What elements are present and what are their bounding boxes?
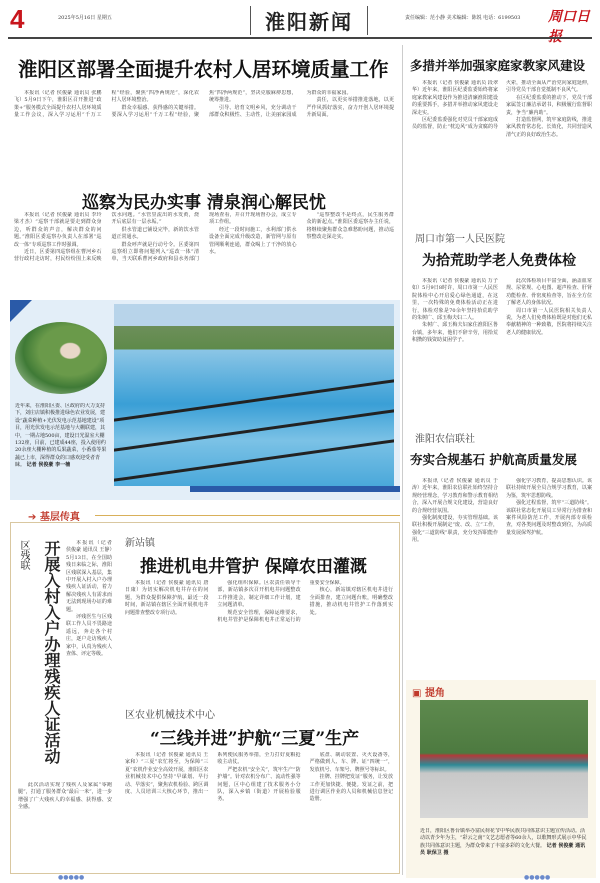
wells-headline: 推进机电井管护 保障农田灌溉	[140, 557, 367, 577]
disabled-headline: 开展入村入户办理残疾人证活动	[42, 540, 61, 764]
credit-union-kicker: 淮阳农信联社	[415, 434, 475, 445]
wells-body: 本报讯（记者 侯俊豪 通讯员 唐日康）为切实解决机电井存在的问题，为群众提供保障护航，最近一段时间，新站镇在辖区全面开展机电井问题排查整改专项行动。 强化组织保障。区农责任领导干部，新站镇多次召开机电井问题整改工作推进会，制定详细工作计划，建立问题清单。 规范安全管理，保障运维要求，机电井管护是保障机电井正常运行的重要安全保障。 核心，新站镇对辖区机电井进行全面排查，建立问题台账，明确整改措施，推动机电井管护工作落到实处。	[125, 580, 393, 624]
family-headline: 多措并举加强家庭家教家风建设	[410, 58, 586, 73]
lead-headline: 淮阳区部署全面提升农村人居环境质量工作	[18, 58, 389, 81]
family-body: 本报讯（记者 侯俊豪 通讯员 段翠华）近年来，淮阳区纪委监委始终将家庭家教家风建设作为推进清廉淮阳建设的重要抓手，多措并举推动家风建设走深走实。 区纪委监委强化对党员干部家庭成员的监督，防止“枕边风”成为贪腐的导火索，推动全面从严治党向家庭延伸，引导党员干部自觉抵制不良风气。 在区纪委监委的推动下，党员干部家属签订廉洁承诺书，积极履行监督职责，争当“廉内助”。 打造监督网，筑牢家庭防线，推进家风教育常态化、长效化，共同营造风清气正的良好政治生态。	[412, 80, 592, 138]
photo-caption: 近年来，在淮阳区委、区政府的大力支持下，刘庄店镇积极推进绿色农业发展，建设“蔬菜种植+光伏发电示范基地建设”项目，用光伏发电示范基地与大棚联建，其中，一期占地500亩，建设日光温室大棚132座，目前，已建成44座，投入使用约20余座大棚种植的瓜果蔬菜，小番茄等果蔬已上市，深得群众的口感欢迎受者青睐。 记者 侯俊豪 李一楠	[15, 403, 107, 469]
greenhouse-photo	[114, 304, 394, 486]
hospital-kicker: 周口市第一人民医院	[415, 234, 505, 245]
dance-photo	[420, 700, 588, 818]
section-label: ➔ 基层传真	[28, 512, 80, 523]
lead-body: 本报讯（记者 侯俊豪 通讯员 张鹏飞）5月9日下午，淮阳区召开推进“政策+”服务模式全面提升农村人居环境质量工作会议，深入学习运用“千万工程”经验，聚焦“四净两规范”，深化农村人居环境整治。 群众幸福感、获得感的关键举措。要深入学习运用“千万工程”经验，聚焦“四净两规范”，坚决克服麻痹思想，统筹推进。 引导、培育文明乡风，充分调动干部群众积极性、主动性，让美丽家园成为群众的幸福家园。 责任，以更实举措推进落地，以更严作风抓好落实，奋力开创人居环境提升新局面。	[14, 90, 394, 119]
sanxia-body: 本报讯（记者 侯俊豪 通讯员 王家和）“三夏”农忙将至，为保障“三夏”农机作业安全高效开展，淮阳区农业机械技术中心坚持“早谋划、早行动、早落实”，聚焦农机检验、跨区调度、人员培训三大核心环节，推出一系列便民服务举措，全力打好夏粮抢收主动仗。 严把农机“安全关”，筑牢生产“防护墙”。针对农机分布广、流动性强等问题，区中心组建了技术服务小分队，深入乡镇（街道）开展检验服务。 底盘、制动装置、灭火设备等，严格做到人、车、牌、证“四统一”，发放机号、车架号、牌照号等标识。 挂牌、挂牌把发证“服务，让发放工作更加快捷、便捷。发证之前，把进行调区作业的人员和机械信息登记造册。	[125, 752, 393, 803]
credit-union-headline: 夯实合规基石 护航高质量发展	[410, 452, 577, 467]
color-registration-dots: ●●●●●	[524, 874, 551, 881]
snapshot-caption: 近日，淮阳区鲁台镇举办富民荷花节中华民族共同体意识主题宣传活动。活动以青少年为主，“彩云之南”文艺志愿者等60余人，以歌舞形式展示中华民族共同体意识主题，为群众带来了丰富多彩的文化大餐。 记者 侯俊豪 通讯员 耿保卫 摄	[420, 828, 587, 857]
farmer-photo	[15, 322, 107, 394]
camera-icon: ▣	[412, 688, 422, 699]
section-title: 淮阳新闻	[250, 6, 368, 35]
issue-date: 2025年5月16日 星期五	[58, 15, 112, 21]
inspection-body: 本报讯（记者 侯俊豪 通讯员 李玲 梁才杰）“巡察干部就是要走到群众身边，听群众的声音，解决群众的问题。”淮阳区委巡察办负责人在部署“巡改一体”专项巡察工作时强调。 近日，区委第四巡察组在曹河乡石营行政村走访时，村民纷纷围上来反映饮水问题。“水管里流出的水发黄，烧开后底层有一层水垢。” 供水管道已铺设完毕，新的饮水管道正常通水。 群众呼声就是行动号令。区委第四巡察组立即将问题列入“巡改一体”清单，当天联系曹河乡政府和县水务部门现场查看，并召开现场督办会，成立专项工作组。 经过一段时间施工，水利部门供水设备全面完成升级改造，新管网与原有管网顺利连通，群众喝上了干净的放心水。 “巡察整改不是终点，民生服务群众的新起点。”淮阳区委巡察办主任说，将继续聚焦群众急难愁盼问题，推动巡察整改走深走实。	[14, 212, 394, 263]
hospital-body: 本报讯（记者 侯俊豪 通讯员 万子如）5月9日8时许，周口市第一人民医院体检中心开启爱心绿色通道，在这里，一次特殊的免费体检活动正在进行，体检对象是70余年坚持拾荒助学的朱树广、邱玉梅夫妇二人。 朱树广、邱玉梅夫妇家住淮阳区鲁台镇，多年来，他们不辞辛劳，用拾荒积攒的钱资助贫困学子。 此次体检项目丰富全面，涵盖血常规、尿常规、心电图、超声检查、肝肾功能检查、骨密度检查等，旨在全方位了解老人的身体状况。 周口市第一人民医院相关负责人说，为老人们免费体检既是对他们无私奉献精神的一种致敬，医院将持续关注老人的健康状况。	[412, 278, 592, 344]
inspection-headline: 巡察为民办实事 清泉润心解民忧	[82, 193, 326, 213]
disabled-body-a: 本报讯（记者 侯俊豪 通讯员 王静）5月13日，在全国助残日来临之际，淮阳区残联深入基层，集中开展入村入户办理残疾人证活动，着力解决残疾人有需求而无法到现场办证的难题。 评残医生与区残联工作人员不畏路途遥远，奔走各个村庄，逐户走访残疾人家中，认真为残疾人查体、评定等级。	[66, 540, 112, 658]
credit-union-body: 本报讯（记者 侯俊豪 通讯员 于涛）近年来，淮阳农信联社始终坚持合规经营理念，学习教育和警示教育相结合，深入开展合规文化建设，营造良好的合规经营氛围。 强化制度建设，夯实管理基础。该联社积极开展制定“废、改、立”工作，强化“三道防线”职责，充分发挥职能作用。 强化学习教育，提高思想认识。该联社持续开展全员合规学习教育，以案为鉴，筑牢思想防线。 强化过程监督，筑牢“三道防线”。该联社常态化开展员工异常行为排查和案件风险防范工作，开展内部专项检查，对各类问题及时整改到位，为高质量发展保驾护航。	[412, 478, 592, 544]
column-divider	[402, 45, 403, 875]
hospital-headline: 为拾荒助学老人免费体检	[422, 253, 576, 269]
editor-info: 责任编辑：范小静 美术编辑：陈锐 电话：6199503	[405, 15, 521, 21]
arrow-icon: ➔	[28, 512, 37, 523]
corner-decoration	[10, 300, 32, 322]
sanxia-kicker: 区农业机械技术中心	[125, 710, 215, 721]
newspaper-logo: 周口日报	[548, 9, 590, 45]
disabled-body-b: 此次活动实现了残疾人及家属“零跑腿”，打通了服务群众“最后一米”，进一步增强了广大残疾人的幸福感、获得感、安全感。	[18, 782, 112, 811]
wells-kicker: 新站镇	[125, 538, 155, 549]
page-number: 4	[10, 4, 25, 34]
section-rule	[95, 515, 400, 516]
sanxia-headline: “三线并进”护航“三夏”生产	[150, 729, 360, 749]
header-rule	[8, 37, 592, 39]
disabled-org: 区残联	[18, 540, 29, 570]
snapshot-label: ▣ 提角	[412, 688, 445, 699]
color-registration-dots: ●●●●●	[58, 874, 85, 881]
photo-bar	[190, 486, 400, 492]
